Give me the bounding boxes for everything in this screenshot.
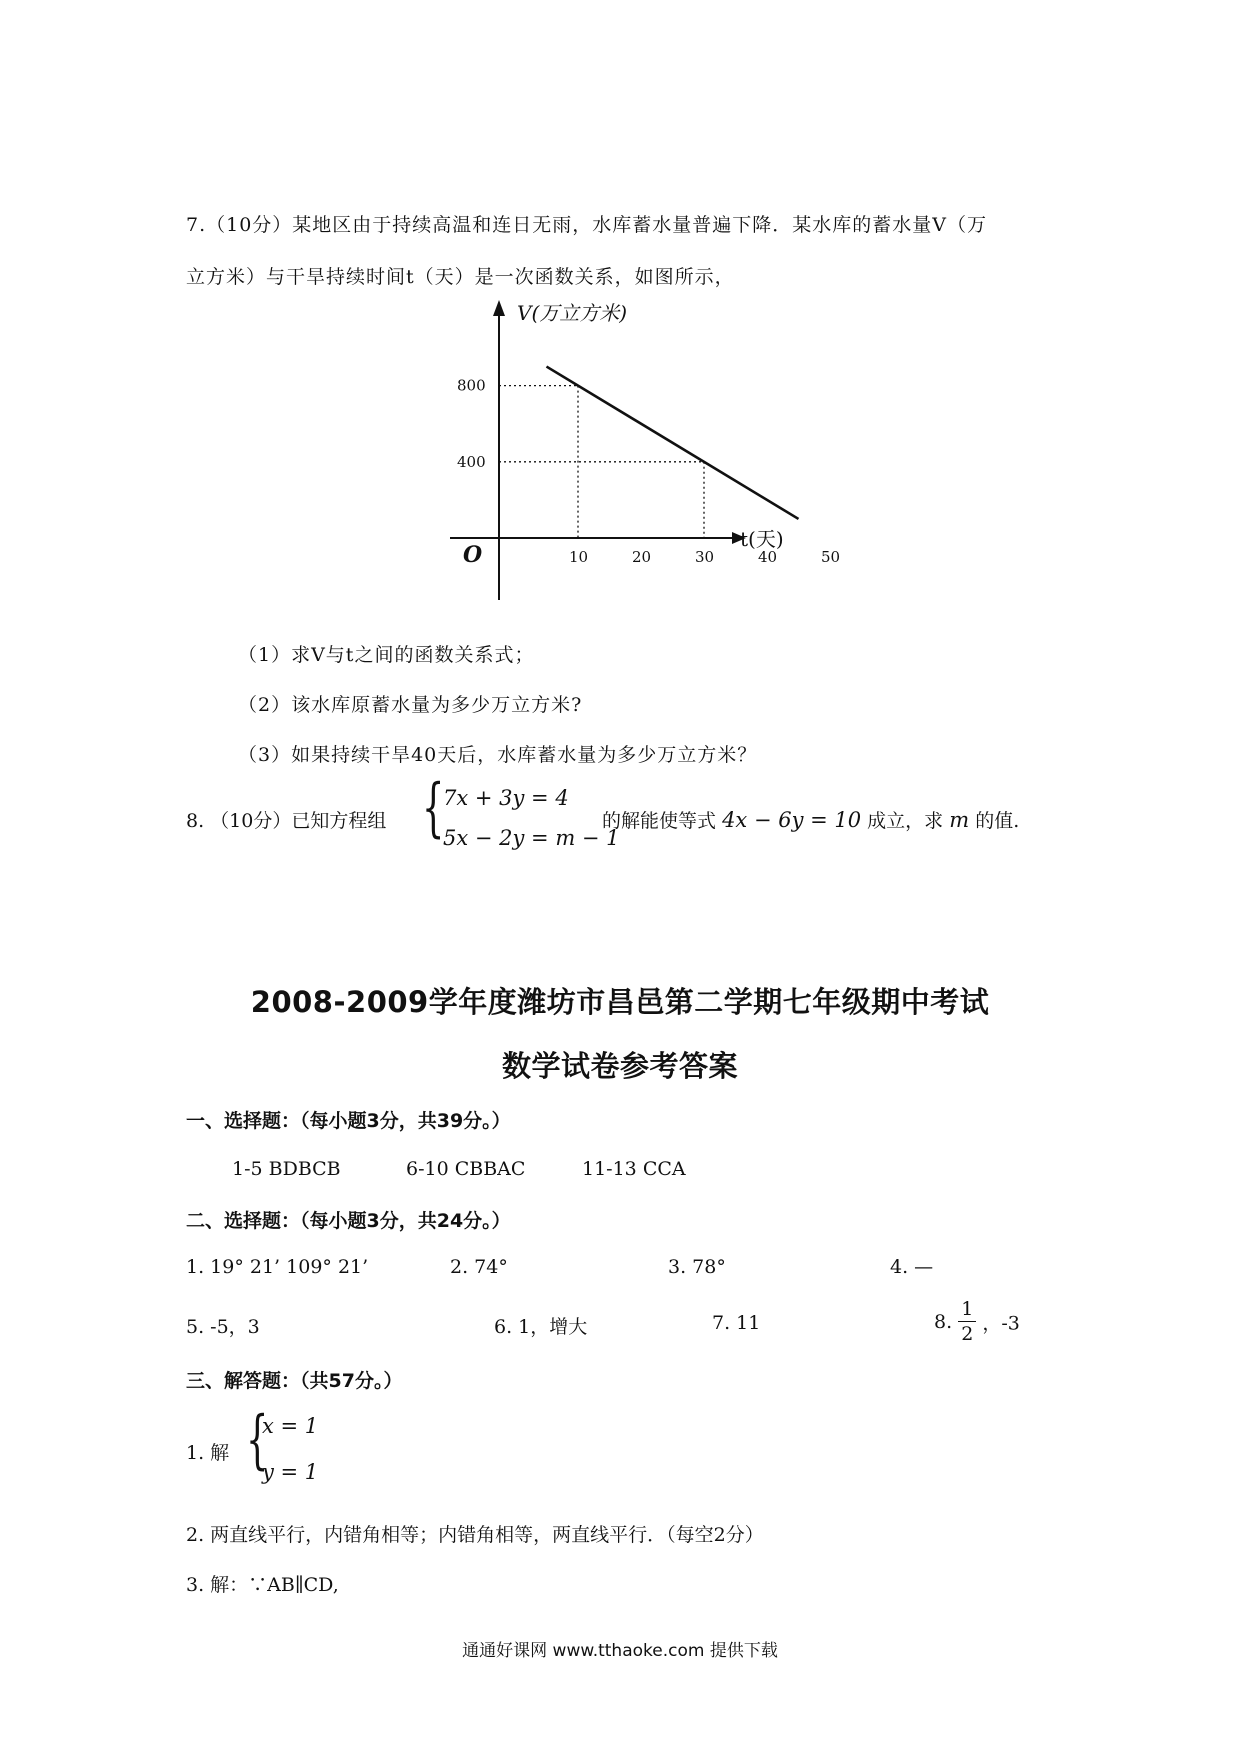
x-axis-label: t(天): [740, 527, 784, 551]
volume-time-chart: [440, 300, 841, 620]
x-tick-label: 50: [821, 548, 841, 566]
section2-heading: 二、选择题：（每小题3分，共24分。）: [186, 1210, 511, 1232]
q8-after-text: 的解能使等式: [602, 810, 717, 832]
answer-title-sub: 数学试卷参考答案: [501, 1049, 738, 1083]
q8-tail2: 的值.: [975, 810, 1020, 832]
footer-credit: 通通好课网 www.tthaoke.com 提供下载: [462, 1641, 778, 1661]
y-axis-arrow: [493, 300, 505, 316]
sec2-answer-1: 1. 19° 21’ 109° 21’: [186, 1256, 369, 1278]
sec3-answer-3: 3. 解：∵AB∥CD,: [186, 1574, 339, 1596]
x-tick-label: 10: [569, 548, 589, 566]
origin-label: O: [463, 542, 483, 568]
sec3-answer-1-y: y = 1: [262, 1460, 319, 1484]
q8-brace: {: [422, 771, 445, 845]
q8-eq1: 7x + 3y = 4: [443, 786, 569, 810]
x-tick-label: 30: [695, 548, 715, 566]
sec3-answer-1-x: x = 1: [262, 1414, 319, 1438]
sec1-answers-a: 1-5 BDBCB: [232, 1158, 341, 1180]
q7-sub2: （2）该水库原蓄水量为多少万立方米?: [238, 694, 583, 716]
sec3-answer-1-label: 1. 解: [186, 1442, 230, 1464]
sec2-answer-7: 7. 11: [712, 1312, 761, 1334]
q7-sub3: （3）如果持续干旱40天后，水库蓄水量为多少万立方米？: [238, 744, 758, 766]
q8-var-m: m: [949, 808, 970, 832]
q8-condition: 4x − 6y = 10: [722, 808, 862, 832]
section3-heading: 三、解答题：（共57分。）: [186, 1370, 403, 1392]
sec3-answer-1-brace: {: [246, 1403, 269, 1477]
sec2-answer-5: 5. -5，3: [186, 1316, 260, 1338]
q7-sub1: （1）求V与t之间的函数关系式；: [238, 644, 535, 666]
sec2-answer-8-suffix: ，-3: [982, 1312, 1020, 1335]
sec2-answer-2: 2. 74°: [450, 1256, 508, 1278]
q8-label: 8. （10分）已知方程组: [186, 810, 387, 832]
fraction-denominator: 2: [961, 1323, 974, 1345]
sec1-answers-b: 6-10 CBBAC: [406, 1158, 526, 1180]
sec2-answer-8-fraction: [958, 1300, 976, 1344]
y-axis-label: V(万立方米): [517, 301, 628, 325]
x-tick-label: 40: [758, 548, 778, 566]
answer-title-main: 2008-2009学年度潍坊市昌邑第二学期七年级期中考试: [250, 985, 990, 1019]
q8-eq2: 5x − 2y = m − 1: [443, 826, 620, 850]
q8-tail1: 成立，求: [867, 810, 944, 832]
sec2-answer-3: 3. 78°: [668, 1256, 726, 1278]
fraction-numerator: 1: [958, 1300, 976, 1322]
sec2-answer-8: [934, 1300, 1020, 1344]
q7-text-line1: 7.（10分）某地区由于持续高温和连日无雨，水库蓄水量普遍下降．某水库的蓄水量V（万: [186, 214, 988, 236]
series-line: [547, 367, 799, 519]
y-tick-label: 800: [457, 376, 486, 395]
sec1-answers-c: 11-13 CCA: [582, 1158, 686, 1180]
q7-text-line2: 立方米）与干旱持续时间t（天）是一次函数关系，如图所示，: [186, 266, 735, 288]
section1-heading: 一、选择题：（每小题3分，共39分。）: [186, 1110, 511, 1132]
sec2-answer-8-prefix: 8.: [934, 1311, 953, 1333]
sec2-answer-4: 4. —: [890, 1256, 934, 1278]
y-tick-label: 400: [457, 452, 486, 471]
x-tick-label: 20: [632, 548, 652, 566]
sec3-answer-2: 2. 两直线平行，内错角相等；内错角相等，两直线平行．（每空2分）: [186, 1524, 764, 1546]
sec2-answer-6: 6. 1，增大: [494, 1316, 588, 1338]
q8-after: [602, 806, 1019, 833]
